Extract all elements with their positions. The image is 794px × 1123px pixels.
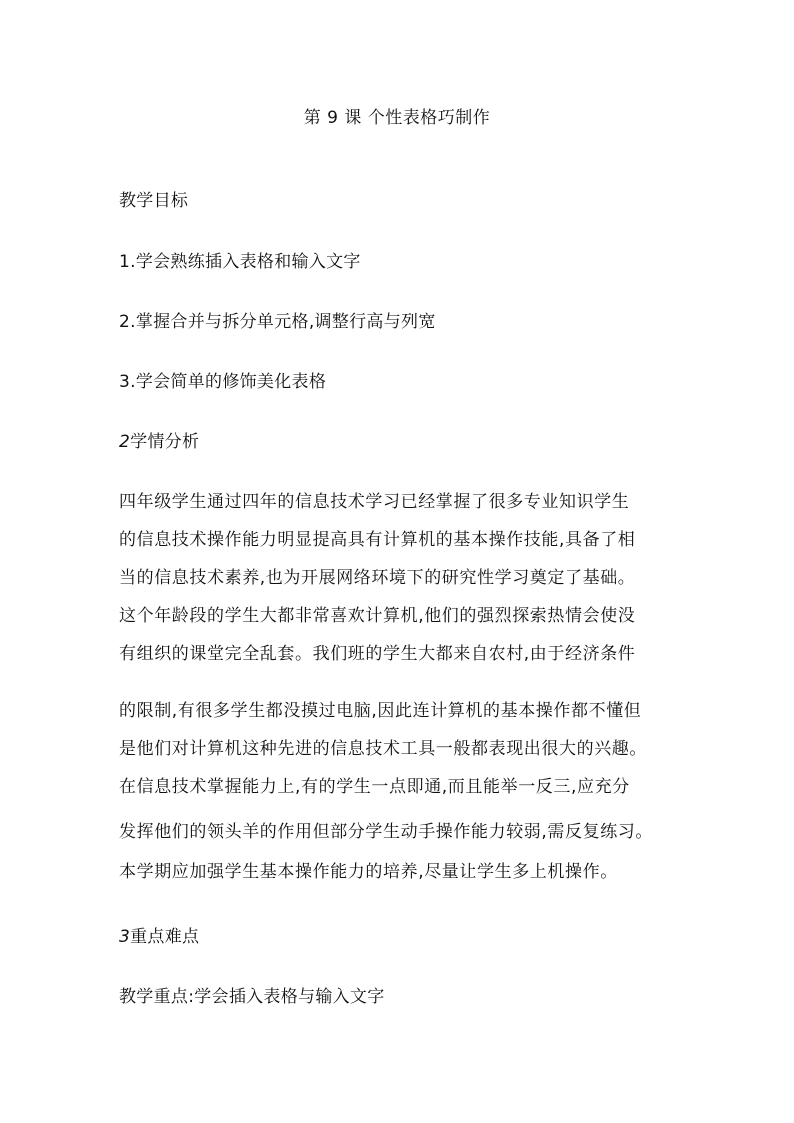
analysis-paragraph-line: 本学期应加强学生基本操作能力的培养,尽量让学生多上机操作。 (119, 862, 618, 882)
objective-item-2: 2.掌握合并与拆分单元格,调整行高与列宽 (119, 312, 436, 332)
objectives-heading: 教学目标 (119, 191, 189, 211)
analysis-heading (119, 430, 199, 454)
lesson-title: 第 9 课 个性表格巧制作 (303, 108, 491, 128)
analysis-paragraph-line: 发挥他们的领头羊的作用但部分学生动手操作能力较弱,需反复练习。 (119, 822, 654, 842)
analysis-paragraph-line: 这个年龄段的学生大都非常喜欢计算机,他们的强烈探索热情会使没 (119, 606, 636, 626)
key-points-heading-text: 重点难点 (130, 927, 200, 947)
key-point-item: 教学重点:学会插入表格与输入文字 (119, 987, 385, 1007)
analysis-paragraph-line: 四年级学生通过四年的信息技术学习已经掌握了很多专业知识学生 (119, 492, 630, 512)
key-points-heading (119, 925, 199, 949)
analysis-paragraph-line: 有组织的课堂完全乱套。我们班的学生大都来自农村,由于经济条件 (119, 644, 636, 664)
analysis-heading-text: 学情分析 (130, 432, 200, 452)
analysis-paragraph-line: 当的信息技术素养,也为开展网络环境下的研究性学习奠定了基础。 (119, 568, 636, 588)
objective-item-3: 3.学会简单的修饰美化表格 (119, 372, 327, 392)
objective-item-1: 1.学会熟练插入表格和输入文字 (119, 252, 361, 272)
analysis-paragraph-line: 在信息技术掌握能力上,有的学生一点即通,而且能举一反三,应充分 (119, 777, 630, 797)
key-points-heading-number: 3 (119, 927, 131, 947)
analysis-paragraph-line: 是他们对计算机这种先进的信息技术工具一般都表现出很大的兴趣。 (119, 739, 647, 759)
analysis-paragraph-line: 的限制,有很多学生都没摸过电脑,因此连计算机的基本操作都不懂但 (119, 701, 642, 721)
analysis-paragraph-line: 的信息技术操作能力明显提高具有计算机的基本操作技能,具备了相 (119, 530, 636, 550)
analysis-heading-number: 2 (119, 432, 131, 452)
